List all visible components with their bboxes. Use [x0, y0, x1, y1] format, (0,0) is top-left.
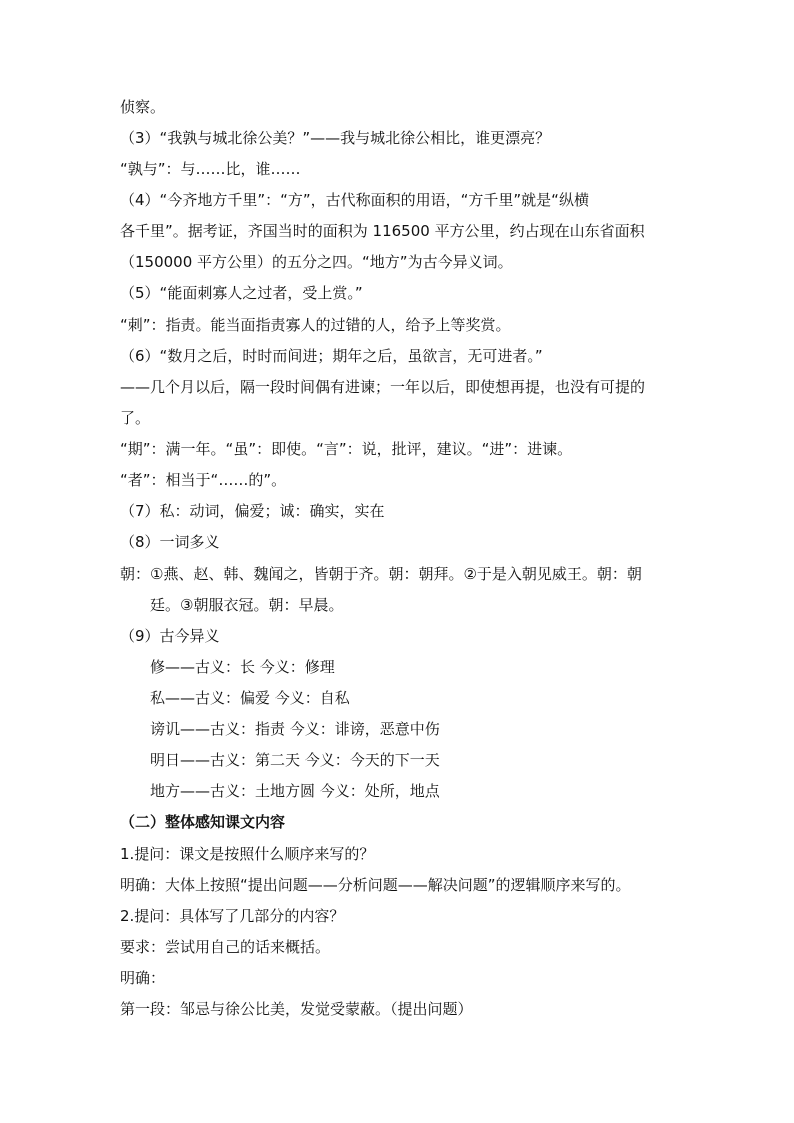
text-line: （6）“数月之后，时时而间进；期年之后，虽欲言，无可进者。”	[120, 347, 543, 365]
text-line: （5）“能面刺寡人之过者，受上赏。”	[120, 284, 363, 302]
text-line: 第一段：邹忌与徐公比美，发觉受蒙蔽。（提出问题）	[120, 1000, 473, 1018]
text-line: （150000 平方公里）的五分之四。“地方”为古今异义词。	[120, 253, 513, 271]
text-line: “刺”：指责。能当面指责寡人的过错的人，给予上等奖赏。	[120, 316, 511, 334]
text-line: 2.提问：具体写了几部分的内容？	[120, 907, 345, 925]
text-line: （3）“我孰与城北徐公美？”——我与城北徐公相比，谁更漂亮？	[120, 129, 551, 147]
text-line: 各千里”。据考证，齐国当时的面积为 116500 平方公里，约占现在山东省面积	[120, 222, 645, 240]
text-line: 地方——古义：土地方圆 今义：处所，地点	[150, 782, 440, 800]
text-line: （9）古今异义	[120, 627, 220, 645]
text-line: 私——古义：偏爱 今义：自私	[150, 689, 350, 707]
text-line: 侦察。	[120, 98, 166, 116]
text-line: 朝：①燕、赵、韩、魏闻之，皆朝于齐。朝：朝拜。②于是入朝见威王。朝：朝	[120, 565, 642, 583]
text-line: 廷。③朝服衣冠。朝：早晨。	[150, 596, 344, 614]
text-line: 修——古义：长 今义：修理	[150, 658, 335, 676]
text-line: 明确：大体上按照“提出问题——分析问题——解决问题”的逻辑顺序来写的。	[120, 876, 631, 894]
text-line: “孰与”：与……比，谁……	[120, 160, 301, 178]
text-line: 明日——古义：第二天 今义：今天的下一天	[150, 751, 440, 769]
text-line: ——几个月以后，隔一段时间偶有进谏；一年以后，即使想再提，也没有可提的	[120, 378, 646, 396]
text-line: “者”：相当于“……的”。	[120, 471, 287, 489]
text-line: 谤讥——古义：指责 今义：诽谤，恶意中伤	[150, 720, 440, 738]
text-line: （7）私：动词，偏爱；诚：确实，实在	[120, 502, 385, 520]
text-line: 明确：	[120, 969, 166, 987]
text-line: 了。	[120, 409, 151, 427]
section-heading: （二）整体感知课文内容	[120, 813, 286, 831]
text-line: 1.提问：课文是按照什么顺序来写的？	[120, 845, 375, 863]
text-line: （4）“今齐地方千里”：“方”，古代称面积的用语，“方千里”就是“纵横	[120, 191, 589, 209]
text-line: 要求：尝试用自己的话来概括。	[120, 938, 331, 956]
text-line: “期”：满一年。“虽”：即使。“言”：说，批评，建议。“进”：进谏。	[120, 440, 573, 458]
text-line: （8）一词多义	[120, 533, 220, 551]
